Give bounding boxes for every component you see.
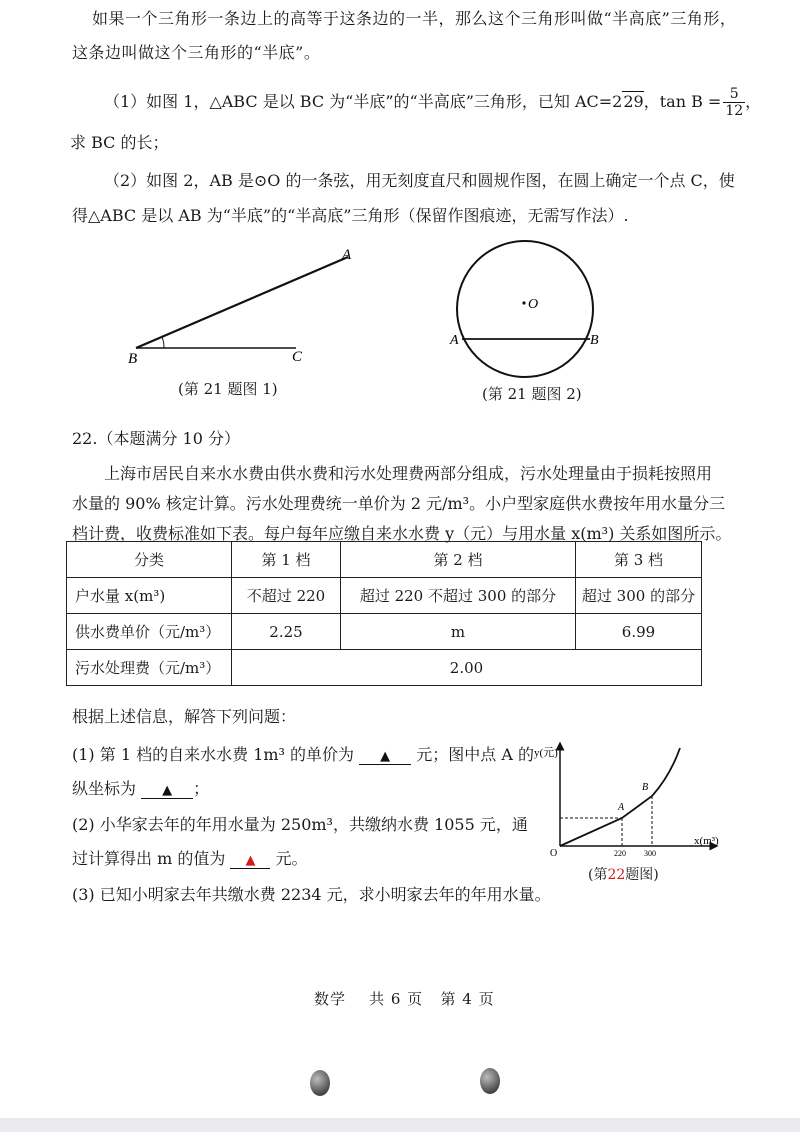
- table-cell: 2.25: [232, 614, 341, 650]
- y-axis-label: y(元): [534, 747, 558, 759]
- table-cell: m: [341, 614, 576, 650]
- table-header-cell: 分类: [67, 542, 232, 578]
- q22-sub2-text-b: 过计算得出 m 的值为: [72, 849, 226, 868]
- point-b-label: B: [642, 782, 649, 793]
- q22-sub1-text-a: (1) 第 1 档的自来水水费 1m³ 的单价为: [72, 745, 355, 764]
- answer-blank: [230, 849, 270, 869]
- footer-subject: 数学: [314, 990, 347, 1008]
- table-cell: 超过 220 不超过 300 的部分: [341, 578, 576, 614]
- label-b: B: [128, 351, 138, 367]
- side-ab: [136, 257, 348, 348]
- q22-para-line-1: 上海市居民自来水水费由供水费和污水处理费两部分组成，污水处理量由于损耗按照用: [104, 464, 713, 483]
- graph-curve: [560, 748, 680, 846]
- q21-part1-tan: ，tan B =: [643, 92, 722, 111]
- table-cell: 不超过 220: [232, 578, 341, 614]
- q22-para-line-3: 档计费，收费标准如下表。每户每年应缴自来水水费 y（元）与用水量 x(m³) 关系如图所示。: [72, 524, 732, 543]
- q22-sub2-text-c: 元。: [275, 849, 308, 868]
- left-page-nav-icon[interactable]: [310, 1070, 330, 1096]
- center-point: [522, 301, 525, 304]
- q21-part1-text: （1）如图 1，△ABC 是以 BC 为“半底”的“半高底”三角形，已知 AC=2: [104, 92, 623, 111]
- table-cell: 6.99: [576, 614, 702, 650]
- label-b: B: [590, 333, 599, 348]
- fraction-numerator: 5: [723, 86, 745, 103]
- figure-22-caption-suffix: 题图): [625, 867, 659, 883]
- figure-22-caption: [588, 864, 659, 884]
- q22-sub2-line1: (2) 小华家去年的年用水量为 250m³，共缴纳水费 1055 元，通: [72, 815, 528, 834]
- sqrt-29: 29: [623, 92, 644, 111]
- q22-sub3: (3) 已知小明家去年共缴水费 2234 元，求小明家去年的年用水量。: [72, 885, 551, 904]
- origin-label: O: [550, 848, 558, 859]
- tick-300: 300: [644, 849, 656, 858]
- label-a: A: [450, 333, 459, 348]
- intro-line-2: 这条边叫做这个三角形的“半底”。: [72, 43, 321, 62]
- table-cell: 供水费单价（元/m³）: [67, 614, 232, 650]
- table-header-row: [67, 542, 702, 578]
- table-cell: 污水处理费（元/m³）: [67, 650, 232, 686]
- figure-21-2: [440, 238, 610, 388]
- table-cell: 2.00: [232, 650, 702, 686]
- table-row: [67, 650, 702, 686]
- q21-part1: [104, 86, 761, 119]
- q21-part1-line2: 求 BC 的长；: [70, 133, 169, 152]
- angle-b-arc: [162, 337, 164, 348]
- figure-22-caption-number: 22: [607, 867, 626, 883]
- circle-o: [457, 241, 593, 377]
- right-page-nav-icon[interactable]: [480, 1068, 500, 1094]
- figure-21-1-caption: (第 21 题图 1): [178, 380, 278, 398]
- q22-header: 22.（本题满分 10 分）: [72, 429, 240, 448]
- viewer-bottom-bar: [0, 1118, 800, 1132]
- fee-table: [66, 541, 702, 686]
- page-footer: [314, 988, 495, 1009]
- q22-sub1-text-b: 元；图中点 A 的: [416, 745, 534, 764]
- table-cell: 户水量 x(m³): [67, 578, 232, 614]
- answer-blank: [141, 779, 193, 799]
- x-axis-label: x(m³): [694, 835, 719, 847]
- point-a-label: A: [618, 802, 625, 813]
- q21-part2-line1: （2）如图 2，AB 是⊙O 的一条弦，用无刻度直尺和圆规作图，在圆上确定一个点 C，使: [104, 171, 735, 190]
- table-header-cell: 第 1 档: [232, 542, 341, 578]
- blank-triangle-icon: ▲: [245, 853, 256, 868]
- table-header-cell: 第 3 档: [576, 542, 702, 578]
- tan-fraction: [723, 86, 745, 119]
- q22-sub2-line2: [72, 846, 308, 869]
- table-cell: 超过 300 的部分: [576, 578, 702, 614]
- fraction-denominator: 12: [725, 103, 744, 119]
- blank-triangle-icon: ▲: [162, 783, 173, 798]
- q22-sub1-line1: [72, 742, 534, 765]
- q22-prompt: 根据上述信息，解答下列问题：: [72, 707, 297, 726]
- label-c: C: [292, 349, 303, 365]
- intro-line-1: 如果一个三角形一条边上的高等于这条边的一半，那么这个三角形叫做“半高底”三角形，: [92, 9, 737, 28]
- table-row: [67, 614, 702, 650]
- q22-sub1-text-c: 纵坐标为: [72, 779, 137, 798]
- label-o: O: [528, 297, 539, 312]
- q22-sub1-line2: [72, 776, 209, 799]
- figure-21-2-caption: (第 21 题图 2): [482, 385, 582, 403]
- tick-220: 220: [614, 849, 626, 858]
- footer-total-pages: 共 6 页: [369, 990, 424, 1008]
- q21-part2-line2: 得△ABC 是以 AB 为“半底”的“半高底”三角形（保留作图痕迹，无需写作法）.: [72, 206, 629, 225]
- table-header-cell: 第 2 档: [341, 542, 576, 578]
- label-a: A: [342, 247, 352, 263]
- q22-sub1-text-d: ；: [193, 779, 210, 798]
- q22-para-line-2: 水量的 90% 核定计算。污水处理费统一单价为 2 元/m³。小户型家庭供水费按年用水量分三: [72, 494, 726, 513]
- blank-triangle-icon: ▲: [380, 749, 391, 764]
- answer-blank: [359, 745, 411, 765]
- figure-22-graph: [530, 740, 730, 860]
- q21-part1-end: ，: [745, 92, 762, 111]
- footer-page-number: 第 4 页: [440, 990, 495, 1008]
- table-row: [67, 578, 702, 614]
- figure-22-caption-prefix: (第: [588, 867, 608, 883]
- figure-21-1: [120, 245, 350, 375]
